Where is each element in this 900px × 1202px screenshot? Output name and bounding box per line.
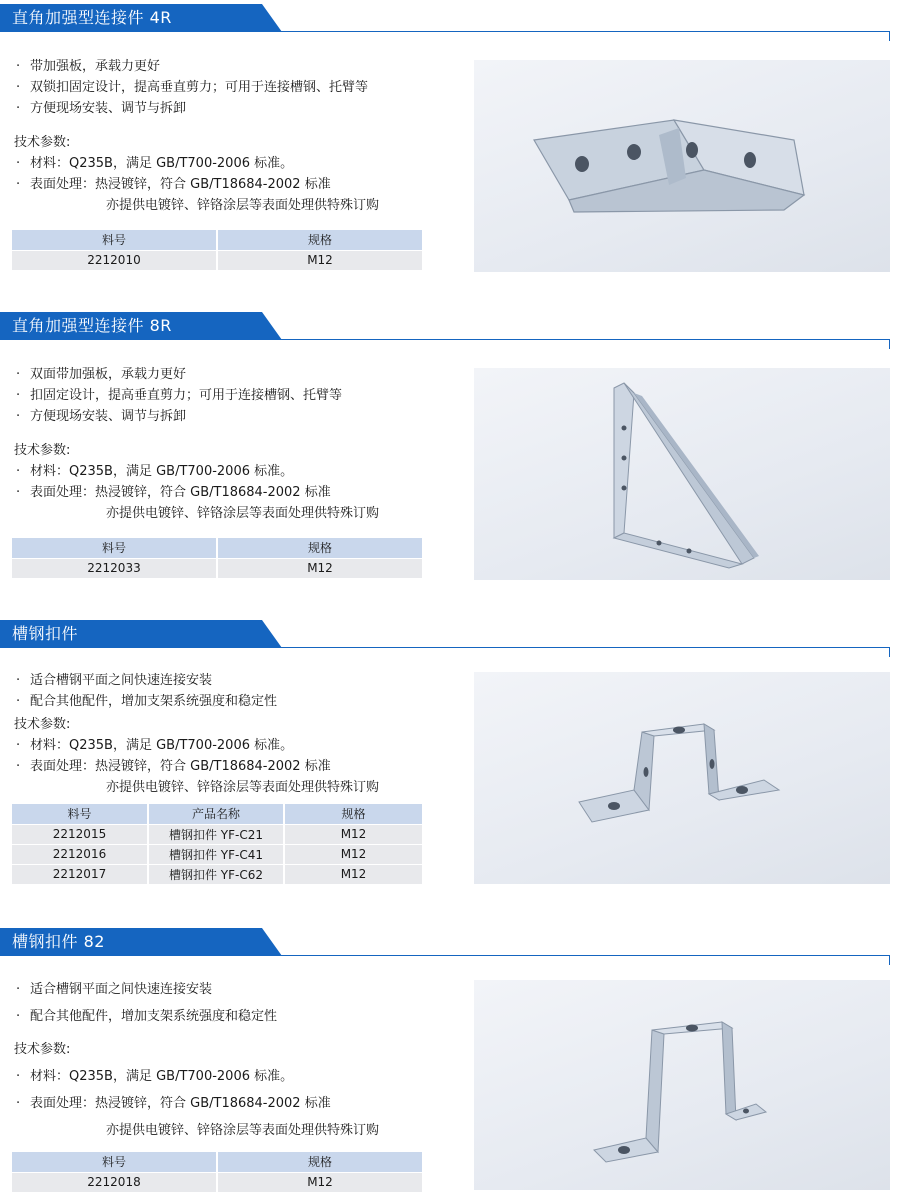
section-header: [0, 312, 895, 344]
header-rule: [280, 647, 890, 648]
material-spec: · 材料：Q235B，满足 GB/T700-2006 标准。: [16, 464, 294, 479]
table-cell: M12: [217, 1172, 422, 1192]
surface-extra: 亦提供电镀锌、锌铬涂层等表面处理供特殊订购: [106, 506, 380, 521]
feature-list: [14, 670, 277, 712]
table-cell: 槽钢扣件 YF-C62: [148, 864, 284, 884]
feature-list: [14, 976, 277, 1030]
table-cell: M12: [284, 864, 422, 884]
header-rule-end: [889, 31, 890, 41]
product-section-4r: [0, 0, 900, 300]
feature-item: · 适合槽钢平面之间快速连接安装: [16, 982, 213, 997]
feature-item: · 方便现场安装、调节与拆卸: [16, 409, 187, 424]
tech-label: 技术参数:: [14, 443, 71, 458]
table-row: [12, 824, 422, 844]
tech-params: [14, 714, 379, 798]
header-rule: [280, 955, 890, 956]
feature-list: [14, 56, 368, 119]
feature-item: · 配合其他配件，增加支架系统强度和稳定性: [16, 694, 278, 709]
material-spec: · 材料：Q235B，满足 GB/T700-2006 标准。: [16, 156, 294, 171]
table-cell: 2212015: [12, 824, 148, 844]
header-rule-end: [889, 955, 890, 965]
section-title: 槽钢扣件 82: [12, 932, 105, 951]
angle-bracket-8r-image: [474, 368, 890, 580]
table-cell: M12: [284, 844, 422, 864]
table-header-row: [12, 538, 422, 558]
header-rule: [280, 339, 890, 340]
surface-extra: 亦提供电镀锌、锌铬涂层等表面处理供特殊订购: [106, 198, 380, 213]
angle-bracket-4r-image: [474, 60, 890, 272]
table-cell: 槽钢扣件 YF-C41: [148, 844, 284, 864]
product-photo: [474, 672, 890, 884]
surface-spec: · 表面处理：热浸镀锌，符合 GB/T18684-2002 标准: [16, 485, 331, 500]
product-section-8r: [0, 308, 900, 608]
surface-extra: 亦提供电镀锌、锌铬涂层等表面处理供特殊订购: [106, 1123, 380, 1138]
feature-item: · 双面带加强板，承载力更好: [16, 367, 187, 382]
table-header-row: [12, 230, 422, 250]
product-photo: [474, 368, 890, 580]
section-title: 直角加强型连接件 8R: [12, 316, 172, 335]
tech-label: 技术参数:: [14, 717, 71, 732]
column-header: 产品名称: [148, 804, 284, 824]
material-spec: · 材料：Q235B，满足 GB/T700-2006 标准。: [16, 1069, 294, 1084]
surface-spec: · 表面处理：热浸镀锌，符合 GB/T18684-2002 标准: [16, 177, 331, 192]
spec-table: [12, 1152, 422, 1192]
table-cell: 2212016: [12, 844, 148, 864]
table-cell: 槽钢扣件 YF-C21: [148, 824, 284, 844]
surface-spec: · 表面处理：热浸镀锌，符合 GB/T18684-2002 标准: [16, 1096, 331, 1111]
product-photo: [474, 980, 890, 1190]
material-spec: · 材料：Q235B，满足 GB/T700-2006 标准。: [16, 738, 294, 753]
column-header: 料号: [12, 1152, 217, 1172]
spec-table: [12, 804, 422, 884]
table-cell: M12: [217, 250, 422, 270]
tech-label: 技术参数:: [14, 135, 71, 150]
table-row: [12, 1172, 422, 1192]
column-header: 规格: [217, 1152, 422, 1172]
table-cell: M12: [217, 558, 422, 578]
section-header: [0, 620, 895, 652]
channel-clip-82-image: [474, 980, 890, 1190]
table-cell: 2212017: [12, 864, 148, 884]
spec-table: [12, 538, 422, 578]
table-row: [12, 558, 422, 578]
section-title: 槽钢扣件: [12, 624, 79, 643]
table-header-row: [12, 1152, 422, 1172]
tech-label: 技术参数:: [14, 1042, 71, 1057]
surface-spec: · 表面处理：热浸镀锌，符合 GB/T18684-2002 标准: [16, 759, 331, 774]
spec-table: [12, 230, 422, 270]
table-row: [12, 864, 422, 884]
column-header: 规格: [284, 804, 422, 824]
surface-extra: 亦提供电镀锌、锌铬涂层等表面处理供特殊订购: [106, 780, 380, 795]
section-header: [0, 4, 895, 36]
tech-params: [14, 132, 379, 216]
feature-item: · 扣固定设计，提高垂直剪力；可用于连接槽钢、托臂等: [16, 388, 343, 403]
column-header: 规格: [217, 538, 422, 558]
header-rule-end: [889, 339, 890, 349]
table-cell: 2212010: [12, 250, 217, 270]
header-rule: [280, 31, 890, 32]
table-header-row: [12, 804, 422, 824]
tech-params: [14, 1036, 379, 1144]
column-header: 规格: [217, 230, 422, 250]
feature-list: [14, 364, 342, 427]
column-header: 料号: [12, 538, 217, 558]
channel-clip-image: [474, 672, 890, 884]
table-cell: M12: [284, 824, 422, 844]
section-title: 直角加强型连接件 4R: [12, 8, 172, 27]
table-row: [12, 250, 422, 270]
feature-item: · 方便现场安装、调节与拆卸: [16, 101, 187, 116]
product-section-channel-clip: [0, 616, 900, 916]
feature-item: · 适合槽钢平面之间快速连接安装: [16, 673, 213, 688]
column-header: 料号: [12, 230, 217, 250]
table-row: [12, 844, 422, 864]
table-cell: 2212033: [12, 558, 217, 578]
feature-item: · 配合其他配件，增加支架系统强度和稳定性: [16, 1009, 278, 1024]
product-section-channel-clip-82: [0, 924, 900, 1202]
tech-params: [14, 440, 379, 524]
feature-item: · 带加强板，承载力更好: [16, 59, 161, 74]
table-cell: 2212018: [12, 1172, 217, 1192]
header-rule-end: [889, 647, 890, 657]
feature-item: · 双锁扣固定设计，提高垂直剪力；可用于连接槽钢、托臂等: [16, 80, 369, 95]
section-header: [0, 928, 895, 960]
column-header: 料号: [12, 804, 148, 824]
product-photo: [474, 60, 890, 272]
